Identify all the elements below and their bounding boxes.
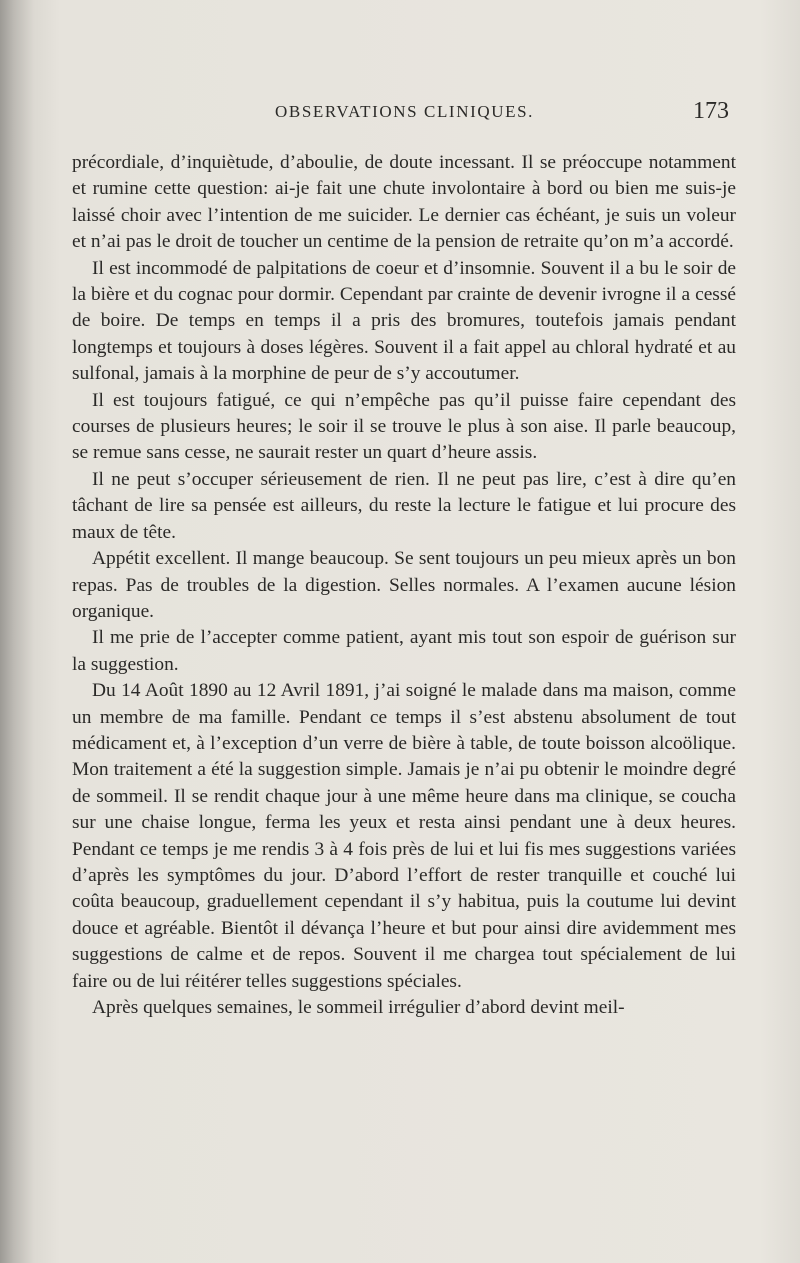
paragraph: Il me prie de l’accepter comme patient, ayant mis tout son espoir de guérison sur la suggestion. xyxy=(72,627,736,675)
paragraph: Il est incommodé de palpitations de coeur et d’insomnie. Souvent il a bu le soir de la bière et du cognac pour dormir. Cependant par crainte de devenir ivrogne il a cessé de boire. De temps en temps il a pris des bromures, toutefois jamais pendant longtemps et toujours à doses légères. Souvent il a fait appel au chloral hydraté et au sulfonal, jamais à la morphine de peur de s’y accoutumer. xyxy=(72,257,736,385)
body-text xyxy=(72,150,736,1021)
paragraph: Il ne peut s’occuper sérieusement de rien. Il ne peut pas lire, c’est à dire qu’en tâchant de lire sa pensée est ailleurs, du reste la lecture le fatigue et lui procure des maux de tête. xyxy=(72,468,736,543)
paragraph: Appétit excellent. Il mange beaucoup. Se sent toujours un peu mieux après un bon repas. Pas de troubles de la digestion. Selles normales. A l’examen aucune lésion organique. xyxy=(72,548,736,622)
page-header xyxy=(72,98,737,134)
paragraph: précordiale, d’inquiètude, d’aboulie, de doute incessant. Il se préoccupe notamment et rumine cette question: ai-je fait une chute involontaire à bord ou bien me suis-je laissé choir avec l’intention de me suicider. Le dernier cas échéant, je suis un voleur et n’ai pas le droit de toucher un centime de la pension de retraite qu’on m’a accordé. xyxy=(72,152,736,253)
paragraph: Après quelques semaines, le sommeil irrégulier d’abord devint meil- xyxy=(92,997,625,1018)
page-number: 173 xyxy=(693,98,729,124)
running-title: OBSERVATIONS CLINIQUES. xyxy=(275,102,534,121)
paragraph: Il est toujours fatigué, ce qui n’empêche pas qu’il puisse faire cependant des courses de plusieurs heures; le soir il se trouve le plus à son aise. Il parle beaucoup, se remue sans cesse, ne saurait rester un quart d’heure assis. xyxy=(72,389,736,464)
paragraph: Du 14 Août 1890 au 12 Avril 1891, j’ai soigné le malade dans ma maison, comme un membre de ma famille. Pendant ce temps il s’est abstenu absolument de tout médicament et, à l’exception d’un verre de bière à table, de toute boisson alcoölique. Mon traitement a été la suggestion simple. Jamais je n’ai pu obtenir le moindre degré de sommeil. Il se rendit chaque jour à une même heure dans ma clinique, se coucha sur une chaise longue, ferma les yeux et resta ainsi pendant une à deux heures. Pendant ce temps je me rendis 3 à 4 fois près de lui et lui fis mes suggestions variées d’après les symptômes du jour. D’abord l’effort de rester tranquille et couché lui coûta beaucoup, graduellement cependant il s’y habitua, puis la coutume lui devint douce et agréable. Bientôt il dévança l’heure et but pour ainsi dire avidemment mes suggestions de calme et de repos. Souvent il me chargea tout spécialement de lui faire ou de lui réitérer telles suggestions spéciales. xyxy=(72,680,736,992)
